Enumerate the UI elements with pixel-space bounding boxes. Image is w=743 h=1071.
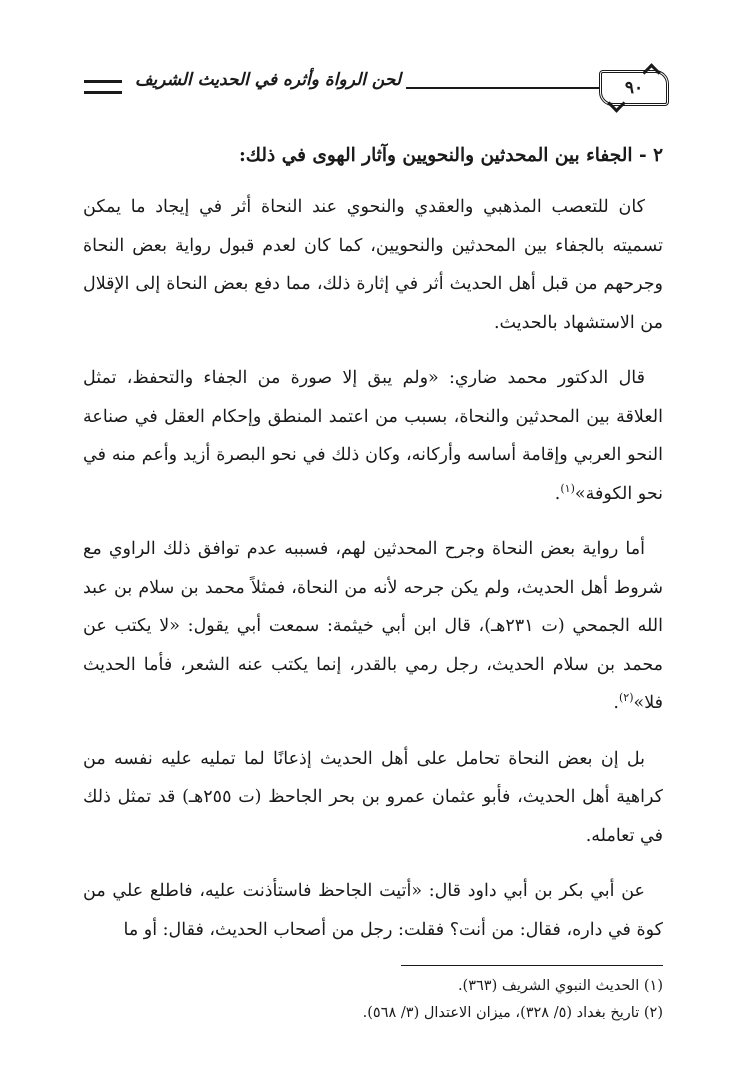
paragraph: قال الدكتور محمد ضاري: «ولم يبق إلا صورة من الجفاء والتحفظ، تمثل العلاقة بين المحدثين والنحاة، بسبب من اعتمد المنطق وإحكام العقل في صناعة النحو العربي وإقامة أساسه وأركانه، وكان ذلك في نحو البصرة أزيد وأعم منه في نحو الكوفة»$^{(١)}$. — [83, 368, 663, 504]
page-number: ٩٠ — [624, 78, 644, 98]
paragraph: أما رواية بعض النحاة وجرح المحدثين لهم، فسببه عدم توافق ذلك الراوي مع شروط أهل الحديث، ولم يكن جرحه لأنه من النحاة، فمثلاً محمد بن سلام بن عبد الله الجمحي (ت ٢٣١هـ)، قال ابن أبي خيثمة: سمعت أبي يقول: «لا يكتب عن محمد بن سلام الحديث، رجل رمي بالقدر، إنما يكتب عنه الشعر، فأما الحديث فلا»$^{(٢)}$. — [83, 539, 663, 713]
running-header — [84, 62, 669, 106]
page-number-badge — [599, 70, 669, 106]
main-text — [83, 136, 663, 966]
running-title: لحن الرواة وأثره في الحديث الشريف — [134, 70, 401, 90]
paragraph: كان للتعصب المذهبي والعقدي والنحوي عند النحاة أثر في إيجاد ما يمكن تسميته بالجفاء بين المحدثين والنحويين، كما كان لعدم قبول رواية بعض النحاة وجرحهم من قبل أهل الحديث أثر في إثارة ذلك، مما دفع بعض النحاة إلى الإقلال من الاستشهاد بالحديث. — [83, 197, 663, 333]
footnote: (١) الحديث النبوي الشريف (٣٦٣). — [457, 978, 663, 994]
footnote-separator — [401, 965, 663, 966]
footnote-ref: (١) — [560, 481, 575, 495]
header-double-rule — [84, 80, 122, 94]
header-rule — [406, 87, 599, 89]
footnotes — [83, 973, 663, 1027]
footnote: (٢) تاريخ بغداد (٥/ ٣٢٨)، ميزان الاعتدال (٣/ ٥٦٨). — [362, 1005, 663, 1021]
paragraph: عن أبي بكر بن أبي داود قال: «أتيت الجاحظ فاستأذنت عليه، فاطلع علي من كوة في داره، فقال: من أنت؟ فقلت: رجل من أصحاب الحديث، فقال: أو ما — [83, 881, 663, 940]
paragraph: بل إن بعض النحاة تحامل على أهل الحديث إذعانًا لما تمليه عليه نفسه من كراهية أهل الحديث، فأبو عثمان عمرو بن بحر الجاحظ (ت ٢٥٥هـ) قد تمثل ذلك في تعامله. — [83, 748, 663, 846]
footnote-ref: (٢) — [618, 691, 634, 705]
section-heading: ٢ - الجفاء بين المحدثين والنحويين وآثار الهوى في ذلك: — [238, 145, 663, 166]
